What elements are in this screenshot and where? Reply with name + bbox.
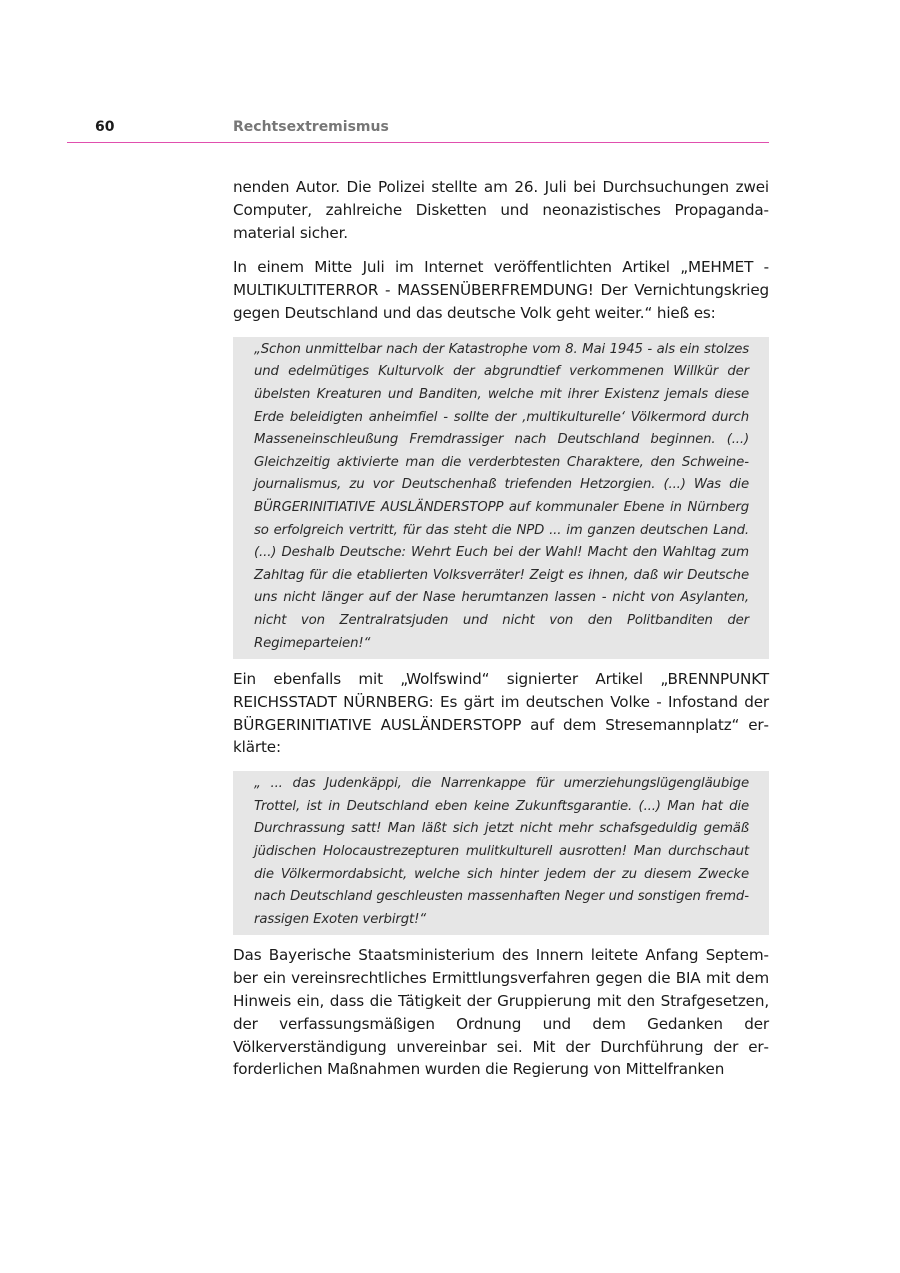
running-head: Rechtsextremismus xyxy=(233,119,389,135)
paragraph-1: nenden Autor. Die Polizei stellte am 26. Juli bei Durchsuchungen zwei Computer, zahlreiche Disketten und neonazistisches Propagandamaterial sicher. xyxy=(233,178,769,242)
paragraph-3: Ein ebenfalls mit „Wolfswind“ signierter Artikel „BRENNPUNKT REICHSSTADT NÜRNBERG: Es gärt im deutschen Volke - Infostand der BÜRGERINITIATIVE AUSLÄNDERSTOPP auf dem Stresemannplatz“ erklärte: xyxy=(233,670,769,757)
block-quote-2 xyxy=(233,771,769,935)
block-quote-1 xyxy=(233,337,769,659)
main-content xyxy=(233,176,769,1093)
paragraph-2: In einem Mitte Juli im Internet veröffentlichten Artikel „MEHMET - MULTIKULTITERROR - MASSENÜBERFREMDUNG! Der Vernichtungskrieg gegen Deutschland und das deutsche Volk geht weiter.“ hieß es: xyxy=(233,258,769,322)
page-number: 60 xyxy=(95,119,115,135)
quote-1-text: „Schon unmittelbar nach der Katastrophe vom 8. Mai 1945 - als ein stolzes und edelmütiges Kulturvolk der abgrundtief verkommenen Willkür der übelsten Kreaturen und Banditen, welche mit ihrer Existenz jemals diese Erde beleidigten anheimfiel - sollte der ‚multikulturelle‘ Völkermord durch Masseneinschleußung Fremdrassiger nach Deutschland beginnen. (...) Gleichzeitig aktivierte man die verderbtesten Charaktere, den Schweinejournalismus, zu vor Deutschenhaß triefenden Hetzorgien. (...) Was die BÜRGERINITIATIVE AUSLÄNDERSTOPP auf kommunaler Ebene in Nürnberg so erfolgreich vertritt, für das steht die NPD ... im ganzen deutschen Land. (...) Deshalb Deutsche: Wehrt Euch bei der Wahl! Macht den Wahltag zum Zahltag für die etablierten Volksverräter! Zeigt es ihnen, daß wir Deutsche uns nicht länger auf der Nase herumtanzen lassen - nicht von Asylanten, nicht von Zentralratsjuden und nicht von den Politbanditen der Regimeparteien!“ xyxy=(254,341,749,651)
quote-2-text: „ ... das Judenkäppi, die Narrenkappe für umerziehungslügengläubige Trottel, ist in Deutschland eben keine Zukunftsgarantie. (...) Man hat die Durchrassung satt! Man läßt sich jetzt nicht mehr schafsgeduldig gemäß jüdischen Holocaustrezepturen mulitkulturell ausrotten! Man durchschaut die Völkermordabsicht, welche sich hinter jedem der zu diesem Zwecke nach Deutschland geschleusten massenhaften Neger und sonstigen fremdrassigen Exoten verbirgt!“ xyxy=(254,776,749,927)
page-header xyxy=(67,117,769,143)
paragraph-4: Das Bayerische Staatsministerium des Innern leitete Anfang September ein vereinsrechtliches Ermittlungsverfahren gegen die BIA mit dem Hinweis ein, dass die Tätigkeit der Gruppierung mit den Strafgesetzen, der verfassungsmäßigen Ordnung und dem Gedanken der Völkerverständigung unvereinbar sei. Mit der Durchführung der erforderlichen Maßnahmen wurden die Regierung von Mittelfranken xyxy=(233,946,769,1079)
